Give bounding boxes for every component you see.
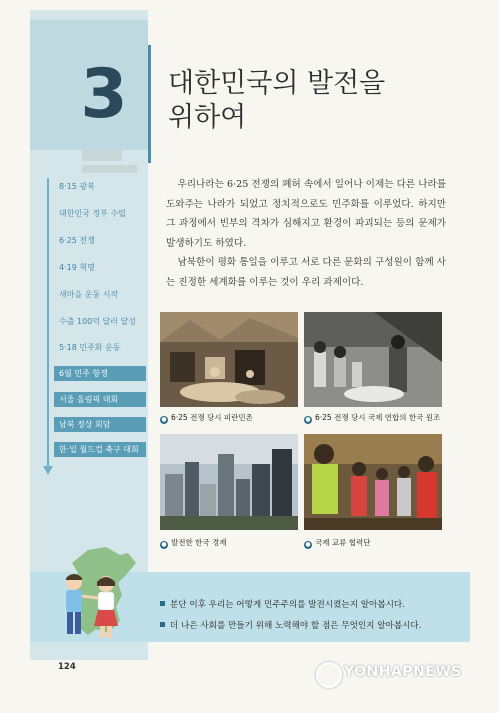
photo-refugee-camp: [160, 312, 298, 407]
caption-text: 6·25 전쟁 당시 피란민촌: [171, 413, 253, 422]
question-item: [160, 598, 405, 610]
timeline-line: [47, 178, 49, 468]
photo-un-aid: [304, 312, 442, 407]
photo-caption: [160, 537, 226, 549]
bullet-icon: ●: [161, 541, 167, 548]
bullet-icon: ●: [161, 416, 167, 423]
chapter-title-line1: 대한민국의 발전을: [168, 68, 386, 99]
chapter-title-line2: 위하여: [168, 102, 247, 133]
timeline-arrow-icon: [43, 466, 53, 475]
body-paragraph-1: 우리나라는 6·25 전쟁의 폐허 속에서 일어나 이제는 다른 나라를 도와주는 나라가 되었고 정치적으로도 민주화를 이루었다. 하지만 그 과정에서 빈부의 격차가 심해지고 환경이 파괴되는 등의 문제가 발생하기도 하였다.: [166, 179, 446, 249]
timeline-item-current: 남북 정상 회담: [54, 417, 146, 432]
question-text: 분단 이후 우리는 어떻게 민주주의를 발전시켰는지 알아봅시다.: [170, 600, 405, 610]
chapter-number: 3: [80, 55, 128, 134]
square-bullet-icon: [160, 601, 165, 606]
chapter-divider: [148, 45, 151, 163]
ghost-text-decoration: [82, 150, 146, 173]
timeline-item-current: 서울 올림픽 대회: [54, 392, 146, 407]
chapter-title: [168, 67, 468, 135]
watermark: YONHAPNEWS: [344, 664, 462, 680]
caption-text: 6·25 전쟁 당시 국제 연합의 한국 원조: [315, 413, 441, 422]
question-text: 더 나은 사회를 만들기 위해 노력해야 할 점은 무엇인지 알아봅시다.: [170, 621, 422, 631]
timeline-item: 4·19 혁명: [59, 263, 95, 272]
photo-caption: [304, 412, 440, 424]
timeline-item: 6·25 전쟁: [59, 236, 95, 245]
caption-text: 국제 교류 협력단: [315, 538, 371, 547]
bullet-icon: ●: [305, 541, 311, 548]
body-text: [166, 175, 446, 293]
timeline-item: 대한민국 정부 수립: [59, 209, 126, 218]
children-illustration: [54, 570, 134, 642]
photo-caption: [160, 412, 253, 424]
timeline-item-current: 한·일 월드컵 축구 대회: [54, 442, 146, 457]
timeline-item-current: 6월 민주 항쟁: [54, 366, 146, 381]
timeline-item: 새마을 운동 시작: [59, 290, 119, 299]
caption-text: 발전한 한국 경제: [171, 538, 227, 547]
photo-caption: [304, 537, 370, 549]
timeline-item: 8·15 광복: [59, 182, 95, 191]
yonhap-logo-icon: [316, 662, 342, 688]
body-paragraph-2: 남북한이 평화 통일을 이루고 서로 다른 문화의 구성원이 함께 사는 진정한 세계화를 이루는 것이 우리 과제이다.: [166, 257, 446, 288]
photo-exchange-team: [304, 434, 442, 530]
page-number: 124: [58, 662, 76, 672]
timeline-item: 5·18 민주화 운동: [59, 343, 121, 352]
bullet-icon: ●: [305, 416, 311, 423]
photo-seoul-skyline: [160, 434, 298, 530]
timeline-item: 수출 100억 달러 달성: [59, 317, 136, 326]
question-item: [160, 619, 421, 631]
square-bullet-icon: [160, 622, 165, 627]
